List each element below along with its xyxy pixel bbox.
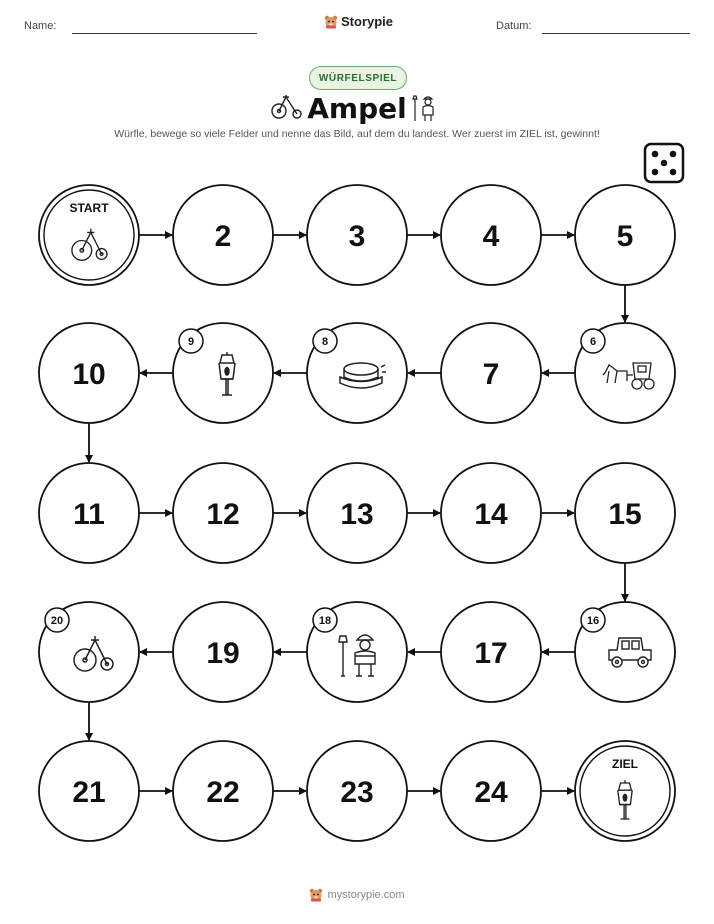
board-cell[interactable] [173, 463, 273, 563]
board-cell[interactable] [39, 463, 139, 563]
cell-number: 20 [50, 615, 64, 627]
cell-number: 14 [474, 498, 508, 531]
board-cell[interactable] [441, 602, 541, 702]
board-cell[interactable] [307, 602, 407, 702]
instructions: Würfle, bewege so viele Felder und nenne das Bild, auf dem du landest. Wer zuerst im ZIEL ist, gewinnt! [114, 128, 600, 140]
board-cell[interactable] [307, 463, 407, 563]
cell-number: 19 [206, 637, 240, 670]
board-cell[interactable] [441, 323, 541, 423]
footer-url[interactable]: mystorypie.com [327, 889, 405, 901]
board-cell[interactable] [575, 602, 675, 702]
cell-number: 5 [616, 220, 634, 253]
board-cell[interactable] [173, 602, 273, 702]
cell-label: START [69, 201, 109, 215]
cell-number: 13 [340, 498, 374, 531]
cell-number: 15 [608, 498, 642, 531]
bear-icon [309, 888, 323, 902]
cell-number: 2 [214, 220, 232, 253]
cell-number: 24 [474, 776, 508, 809]
board-cell[interactable] [39, 323, 139, 423]
name-label: Name: [24, 20, 57, 32]
board-cell[interactable] [575, 323, 675, 423]
finish-cell[interactable] [575, 741, 675, 841]
page-title: Ampel [307, 92, 407, 125]
cell-number: 3 [348, 220, 366, 253]
date-label: Datum: [496, 20, 532, 32]
board-cell[interactable] [307, 185, 407, 285]
cell-number: 8 [321, 336, 329, 348]
brand-name: Storypie [341, 14, 394, 29]
board-cell[interactable] [441, 463, 541, 563]
cell-number: 9 [187, 336, 195, 348]
cell-number: 18 [318, 615, 332, 627]
start-cell[interactable] [39, 185, 139, 285]
cell-number: 17 [474, 637, 508, 670]
cell-number: 16 [586, 615, 600, 627]
board-cell[interactable] [441, 741, 541, 841]
cell-number: 6 [589, 336, 597, 348]
board-cell[interactable] [441, 185, 541, 285]
board-cell[interactable] [173, 323, 273, 423]
board-cell[interactable] [307, 741, 407, 841]
board-cell[interactable] [39, 602, 139, 702]
board-cell[interactable] [575, 463, 675, 563]
board-cell[interactable] [39, 741, 139, 841]
cell-number: 11 [73, 498, 105, 531]
cell-number: 4 [482, 220, 500, 253]
cell-number: 23 [340, 776, 374, 809]
board-cell[interactable] [173, 741, 273, 841]
cell-number: 12 [206, 498, 240, 531]
board-cell[interactable] [575, 185, 675, 285]
cell-label: ZIEL [612, 757, 638, 771]
board-cell[interactable] [173, 185, 273, 285]
cell-number: 7 [482, 358, 500, 391]
cell-number: 21 [72, 776, 106, 809]
cell-number: 22 [206, 776, 240, 809]
footer [0, 888, 714, 902]
cell-number: 10 [72, 358, 106, 391]
board-cell[interactable] [307, 323, 407, 423]
game-type-badge: WÜRFELSPIEL [309, 66, 407, 90]
